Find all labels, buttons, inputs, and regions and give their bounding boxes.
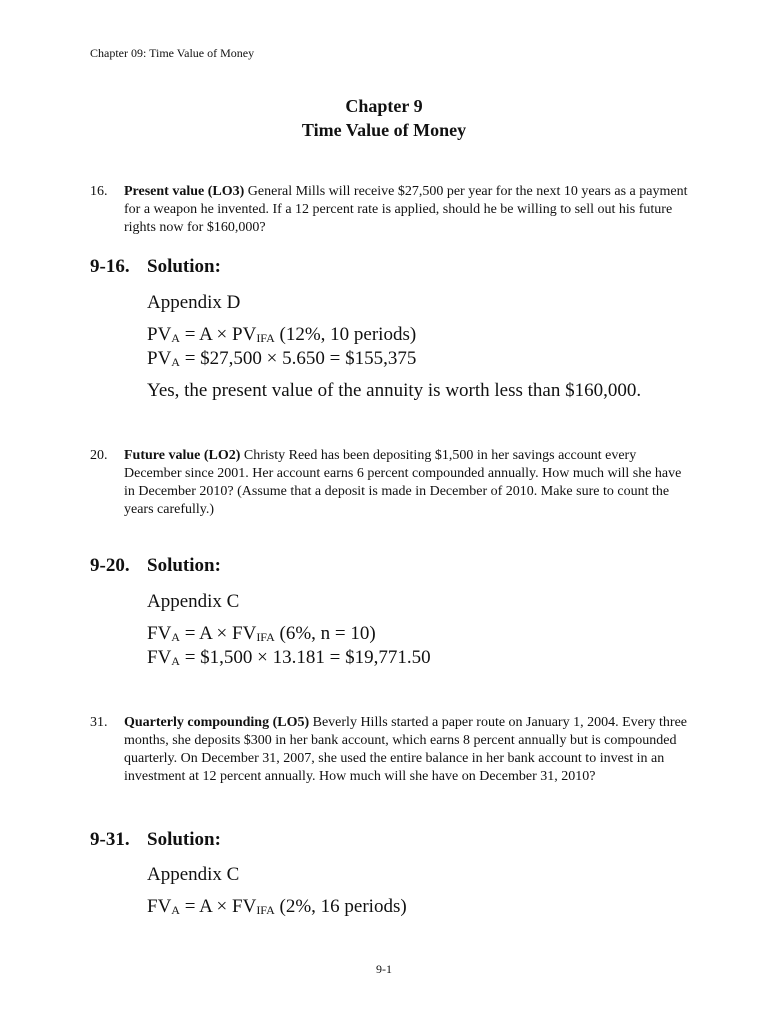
solution-body-31 xyxy=(147,863,407,919)
solution-label: 9-20. xyxy=(90,555,130,576)
solution-label: 9-16. xyxy=(90,256,130,277)
equation-line-1: $FV_A = A \times FV_{IFA}$ (2%, 16 periods) xyxy=(147,896,407,917)
problem-statement: General Mills will receive $27,500 per year for the next 10 years as a payment for a weapon he invented. If a 12 percent rate is applied, should he be willing to sell out his future rights now for $160,000? xyxy=(124,184,688,235)
conclusion-text: Yes, the present value of the annuity is worth less than $160,000. xyxy=(147,380,642,401)
problem-lead: Quarterly compounding (LO5) xyxy=(124,715,310,730)
solution-heading-16 xyxy=(90,256,221,278)
solution-heading-31 xyxy=(90,829,221,851)
problem-number: 16. xyxy=(90,184,108,199)
solution-body-16 xyxy=(147,291,641,403)
chapter-title-block xyxy=(0,94,768,142)
equation-line-2: $PV_A$ = $27,500 × 5.650 = $155,375 xyxy=(147,348,417,369)
solution-word: Solution: xyxy=(147,256,221,277)
problem-text xyxy=(124,714,690,786)
problem-statement: Beverly Hills started a paper route on January 1, 2004. Every three months, she deposits $300 in her bank account, which earns 8 percent annually but is compounded quarterly. On December 31, 2007, she used the entire balance in her bank account to invest in an investment at 12 percent annually. How much will she have on December 31, 2010? xyxy=(124,715,688,784)
solution-heading-20 xyxy=(90,555,221,577)
problem-number: 31. xyxy=(90,715,108,730)
equation-line-2: $FV_A$ = $1,500 × 13.181 = $19,771.50 xyxy=(147,647,431,668)
appendix-ref: Appendix D xyxy=(147,292,241,313)
problem-31 xyxy=(90,714,690,786)
solution-label: 9-31. xyxy=(90,829,130,850)
appendix-ref: Appendix C xyxy=(147,591,240,612)
problem-lead: Present value (LO3) xyxy=(124,184,245,199)
appendix-ref: Appendix C xyxy=(147,864,240,885)
equation-line-1: $FV_A = A \times FV_{IFA}$ (6%, n = 10) xyxy=(147,623,376,644)
problem-lead: Future value (LO2) xyxy=(124,448,241,463)
problem-number: 20. xyxy=(90,448,108,463)
running-header: Chapter 09: Time Value of Money xyxy=(90,46,255,60)
chapter-title: Time Value of Money xyxy=(301,120,467,140)
problem-text xyxy=(124,183,690,237)
page-number: 9-1 xyxy=(376,962,392,976)
problem-text xyxy=(124,447,690,519)
solution-word: Solution: xyxy=(147,829,221,850)
solution-word: Solution: xyxy=(147,555,221,576)
problem-20 xyxy=(90,447,690,519)
chapter-number: Chapter 9 xyxy=(345,96,423,116)
problem-16 xyxy=(90,183,690,237)
problem-statement: Christy Reed has been depositing $1,500 in her savings account every December since 2001. Her account earns 6 percent compounded annually. How much will she have in December 2010? (Assume that a deposit is made in December of 2010. Make sure to count the years carefully.) xyxy=(124,448,682,517)
solution-body-20 xyxy=(147,590,431,670)
equation-line-1: $PV_A = A \times PV_{IFA}$ (12%, 10 periods) xyxy=(147,324,417,345)
